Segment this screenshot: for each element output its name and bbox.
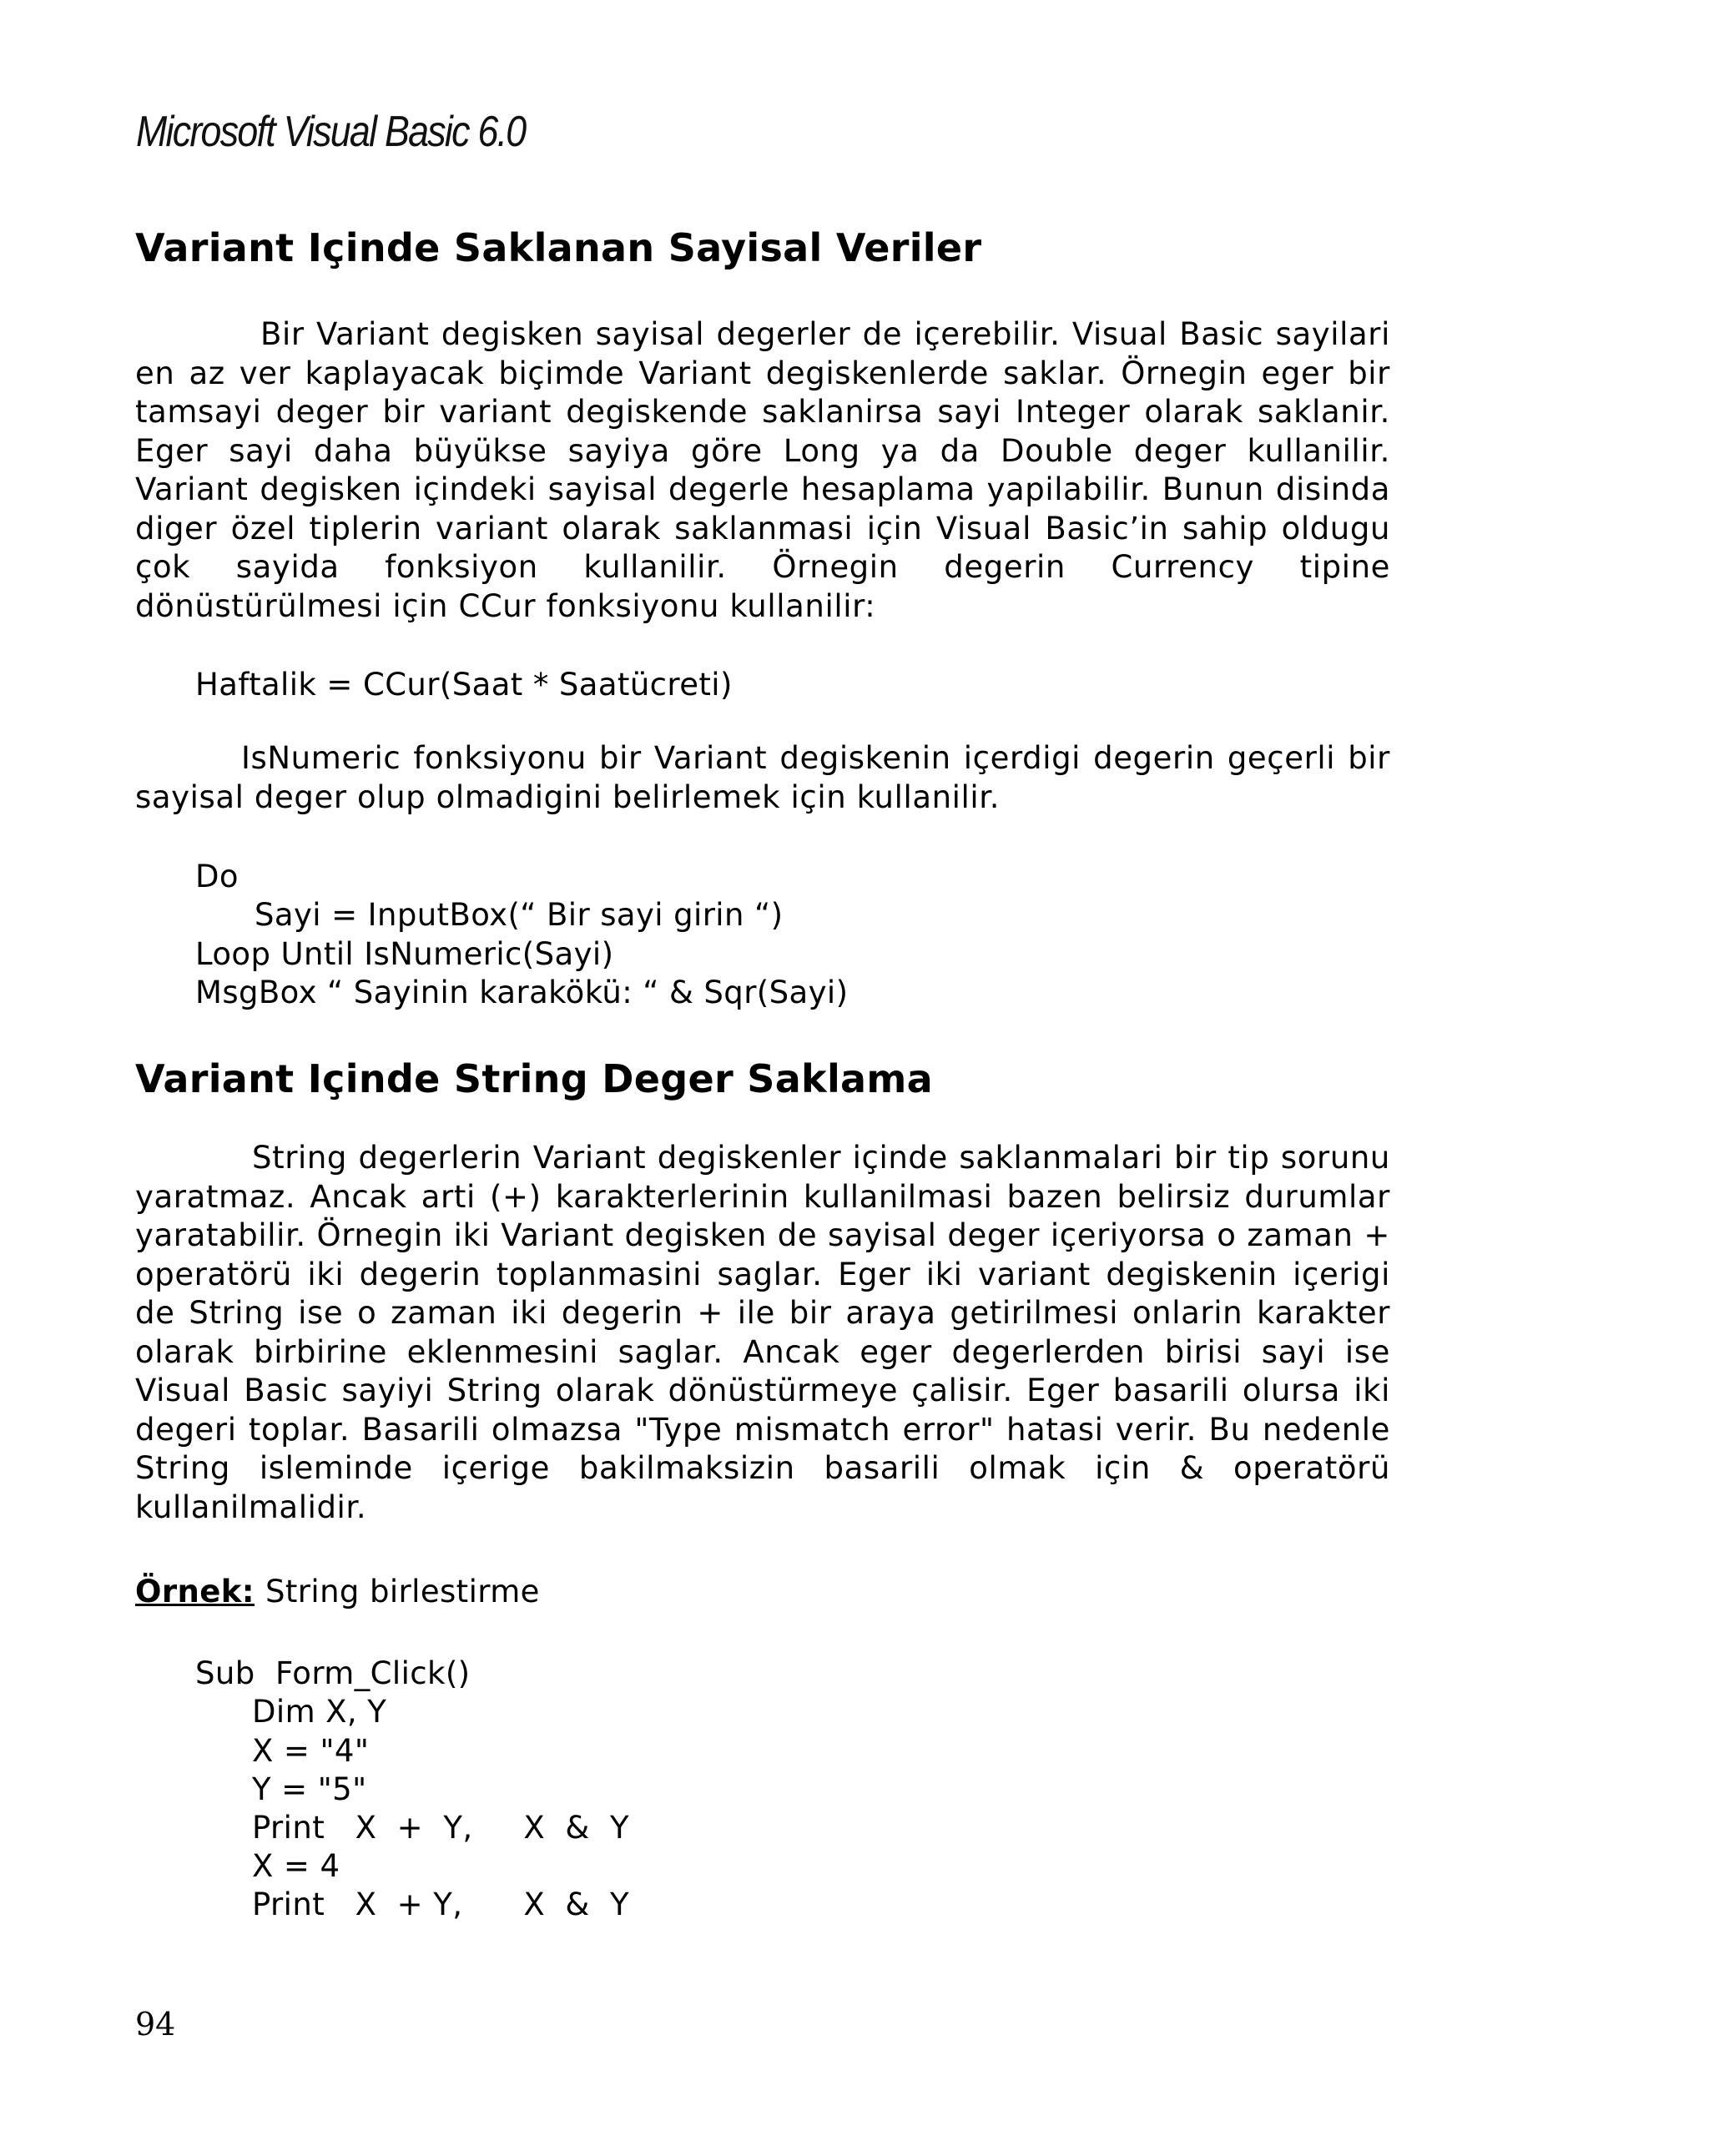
section-heading-numeric: Variant Içinde Saklanan Sayisal Veriler <box>135 225 982 270</box>
section-heading-string: Variant Içinde String Deger Saklama <box>135 1056 933 1101</box>
code-line: Dim X, Y <box>252 1694 387 1730</box>
paragraph-isnumeric: IsNumeric fonksiyonu bir Variant degiskenin içerdigi degerin geçerli bir sayisal deger olup olmadigini belirlemek için kullanilir. <box>135 740 1390 815</box>
code-line: X = "4" <box>252 1733 370 1769</box>
code-line: Haftalik = CCur(Saat * Saatücreti) <box>195 667 733 703</box>
code-line: Print X + Y, X & Y <box>252 1886 630 1922</box>
code-line: MsgBox “ Sayinin karakökü: “ & Sqr(Sayi) <box>195 975 849 1010</box>
paragraph-variant-numeric: Bir Variant degisken sayisal degerler de içerebilir. Visual Basic sayilari en az ver kaplayacak biçimde Variant degiskenlerde saklar. Örnegin eger bir tamsayi deger bir variant degiskende saklanirsa sayi Integer olarak saklanir. Eger sayi daha büyükse sayiya göre Long ya da Double deger kullanilir. Variant degisken içindeki sayisal degerle hesaplama yapilabilir. Bunun disinda diger özel tiplerin variant olarak saklanmasi için Visual Basic’in sahip oldugu çok sayida fonksiyon kullanilir. Örnegin degerin Currency tipine dönüstürülmesi için CCur fonksiyonu kullanilir: <box>135 316 1390 624</box>
code-line: Sayi = InputBox(“ Bir sayi girin “) <box>255 897 784 933</box>
example-title: String birlestirme <box>265 1574 540 1609</box>
code-line: Loop Until IsNumeric(Sayi) <box>195 936 614 972</box>
code-line: Y = "5" <box>252 1771 367 1807</box>
example-label: Örnek: <box>135 1574 255 1609</box>
code-line: Sub Form_Click() <box>195 1655 471 1691</box>
page-number: 94 <box>135 2006 176 2043</box>
code-line: Do <box>195 859 239 894</box>
code-line: Print X + Y, X & Y <box>252 1810 630 1846</box>
code-line: X = 4 <box>252 1848 340 1884</box>
paragraph-string-variant: String degerlerin Variant degiskenler içinde saklanmalari bir tip sorunu yaratmaz. Ancak arti (+) karakterlerinin kullanilmasi bazen belirsiz durumlar yaratabilir. Örnegin iki Variant degisken de sayisal deger içeriyorsa o zaman + operatörü iki degerin toplanmasini saglar. Eger iki variant degiskenin içerigi de String ise o zaman iki degerin + ile bir araya getirilmesi onlarin karakter olarak birbirine eklenmesini saglar. Ancak eger degerlerden birisi sayi ise Visual Basic sayiyi String olarak dönüstürmeye çalisir. Eger basarili olursa iki degeri toplar. Basarili olmazsa "Type mismatch error" hatasi verir. Bu nedenle String isleminde içerige bakilmaksizin basarili olmak için & operatörü kullanilmalidir. <box>135 1140 1390 1525</box>
running-header: Microsoft Visual Basic 6.0 <box>136 108 526 156</box>
